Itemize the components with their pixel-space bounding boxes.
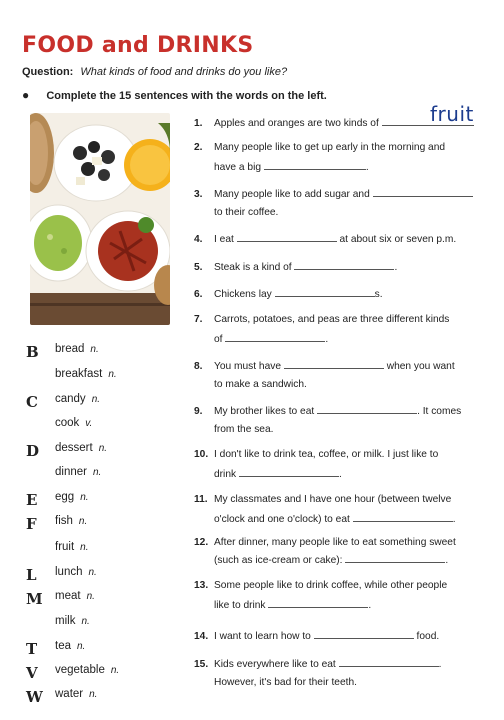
sentence-7: 7. Carrots, potatoes, and peas are three different kinds of .	[194, 314, 450, 345]
sentence-1: 1. Apples and oranges are two kinds of	[194, 113, 499, 133]
word-item: fish n.	[55, 515, 88, 527]
answer-blank[interactable]	[294, 257, 394, 270]
answer-blank[interactable]	[264, 157, 366, 170]
sentence-3: 3. Many people like to add sugar and to their coffee.	[194, 184, 499, 222]
word-item: bread n.	[55, 343, 99, 355]
sentence-5: 5. Steak is a kind of .	[194, 257, 499, 277]
sentence-11: 11. My classmates and I have one hour (between twelve o'clock and one o'clock) to eat .	[194, 494, 456, 525]
answer-blank[interactable]	[237, 229, 337, 242]
word-item: vegetable n.	[55, 664, 120, 676]
answer-blank[interactable]	[275, 284, 375, 297]
sentence-6: 6. Chickens lay s.	[194, 284, 499, 304]
word-item: lunch n.	[55, 566, 97, 578]
letter-heading: B	[26, 343, 39, 361]
word-item: dessert n.	[55, 442, 108, 454]
word-item: cook v.	[55, 417, 93, 429]
sentence-15: 15. Kids everywhere like to eat . However, it's bad for their teeth.	[194, 654, 499, 692]
sentence-14: 14. I want to learn how to food.	[194, 626, 499, 646]
sentence-8: 8. You must have when you want to make a sandwich.	[194, 356, 499, 394]
answer-blank[interactable]	[225, 329, 325, 342]
handwritten-answer: fruit	[430, 102, 474, 126]
answer-blank[interactable]	[353, 509, 453, 522]
answer-blank[interactable]	[239, 464, 339, 477]
answer-blank[interactable]	[345, 550, 445, 563]
letter-heading: E	[26, 491, 38, 509]
letter-heading: W	[26, 688, 43, 706]
word-item: candy n.	[55, 393, 101, 405]
page-title: FOOD and DRINKS	[22, 33, 254, 58]
answer-blank[interactable]	[373, 184, 473, 197]
letter-heading: M	[26, 590, 43, 608]
sentence-10: 10. I don't like to drink tea, coffee, or milk. I just like to drink .	[194, 449, 439, 480]
word-item: tea n.	[55, 640, 86, 652]
sentence-9: 9. My brother likes to eat . It comes from the sea.	[194, 401, 499, 439]
letter-heading: L	[26, 566, 37, 584]
letter-heading: C	[26, 393, 38, 411]
sentence-13: 13. Some people like to drink coffee, while other people like to drink .	[194, 580, 448, 611]
sentence-4: 4. I eat at about six or seven p.m.	[194, 229, 499, 249]
instruction-text: Complete the 15 sentences with the words on the left.	[46, 90, 327, 102]
letter-heading: T	[26, 640, 38, 658]
sentence-12: 12. After dinner, many people like to eat something sweet (such as ice-cream or cake): .	[194, 537, 456, 566]
letter-heading: V	[26, 664, 38, 682]
answer-blank[interactable]	[382, 113, 474, 126]
answer-blank[interactable]	[314, 626, 414, 639]
word-item: dinner n.	[55, 466, 102, 478]
word-item: fruit n.	[55, 541, 89, 553]
question-text: What kinds of food and drinks do you like?	[80, 66, 288, 78]
word-item: egg n.	[55, 491, 89, 503]
word-item: breakfast n.	[55, 368, 117, 380]
letter-heading: F	[26, 515, 37, 533]
word-item: meat n.	[55, 590, 95, 602]
answer-blank[interactable]	[317, 401, 417, 414]
sentence-2: 2. Many people like to get up early in the morning and have a big .	[194, 142, 446, 173]
answer-blank[interactable]	[284, 356, 384, 369]
answer-blank[interactable]	[339, 654, 439, 667]
letter-heading: D	[26, 442, 40, 460]
question-label: Question:	[22, 66, 74, 78]
word-item: water n.	[55, 688, 98, 700]
bullet-icon: ●	[22, 88, 30, 102]
word-list	[0, 0, 190, 720]
answer-blank[interactable]	[268, 595, 368, 608]
word-item: milk n.	[55, 615, 90, 627]
